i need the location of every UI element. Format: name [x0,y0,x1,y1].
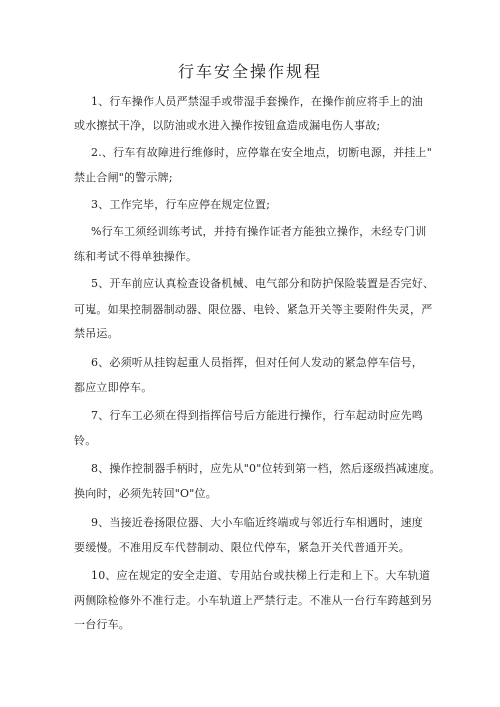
text-line-20: 两侧除检修外不准行走。小车轨道上严禁行走。不准从一台行车跨越到另 [74,594,433,607]
text-line-9: 可嵬。如果控制器制动器、限位器、电铃、紧急开关等主要附件失灵，严 [74,303,433,316]
text-line-3: 2.、行车有故障进行维修时，应停靠在安全地点，切断电源，并挂上" [91,146,432,159]
document-title: 行车安全操作规程 [177,62,322,81]
text-line-11: 6、必须听从挂钩起重人员指挥，但对任何人发动的紧急停车信号， [91,356,423,369]
text-line-7: 练和考试不得单独操作。 [74,250,198,263]
text-line-14: 铃。 [74,434,97,447]
text-line-18: 要缓慢。不准用反车代替制动、限位代停车，紧急开关代普通开关。 [74,541,410,554]
text-line-8: 5、开车前应认真检查设备机械、电气部分和防护保险装置是否完好、 [91,277,435,290]
text-line-16: 换向时，必须先转回"O"位。 [74,487,217,500]
text-line-21: 一台行车。 [74,618,130,631]
text-line-13: 7、行车工必须在得到指挥信号后方能进行操作，行车起动时应先鸣 [91,409,423,422]
text-line-6: %行车工须经训练考试，并持有操作证者方能独立操作，未经专门训 [91,225,427,238]
text-line-1: 1、行车操作人员严禁湿手或带湿手套操作，在操作前应将手上的油 [91,95,423,108]
text-line-4: 禁止合闸"的警示牌; [74,171,173,184]
text-line-17: 9、当接近卷扬限位器、大小车临近终端或与邻近行车相遇时，速度 [91,516,423,529]
text-line-5: 3、工作完毕，行车应停在规定位置; [91,198,271,211]
text-line-15: 8、操作控制器手柄时，应先从"0"位转到第一档，然后逐级挡减速度。 [91,462,441,475]
text-line-12: 都应立即停车。 [74,381,153,394]
text-line-19: 10、应在规定的安全走道、专用站台或扶梯上行走和上下。大车轨道 [91,569,431,582]
text-line-2: 或水擦拭干净，以防油或水进入操作按钮盒造成漏电伤人事故; [74,119,381,132]
text-line-10: 禁吊运。 [74,327,119,340]
